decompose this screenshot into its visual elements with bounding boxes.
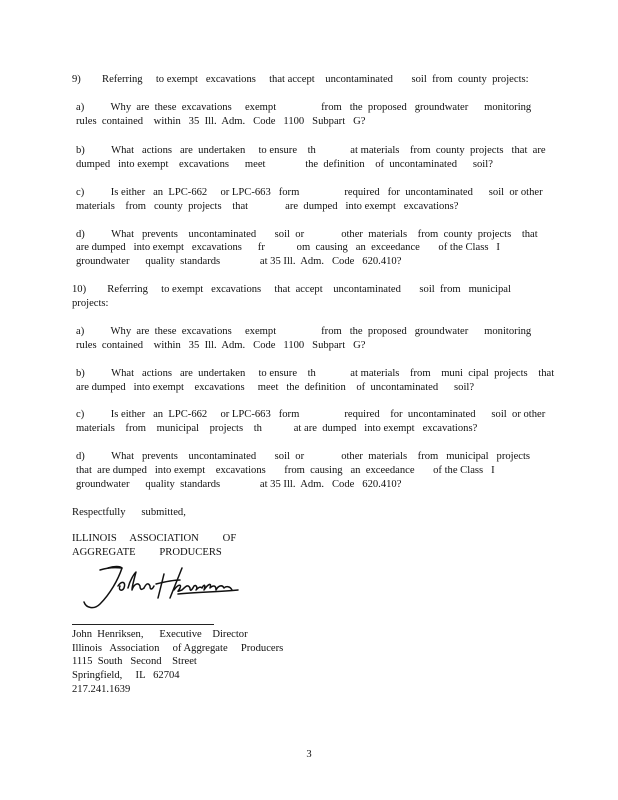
org-name-line-1: ILLINOIS ASSOCIATION OF [72, 533, 237, 544]
signature-line [72, 624, 214, 625]
address-street: 1115 South Second Street [72, 656, 197, 667]
q9d-line-1: d) What prevents uncontaminated soil or other materials from county projects that [76, 229, 538, 240]
q10d-line-2: that are dumped into exempt excavations from causing an exceedance of the Class I [76, 465, 495, 476]
signer-name-title: John Henriksen, Executive Director [72, 629, 248, 640]
q10b-line-1: b) What actions are undertaken to ensure th at materials from muni cipal projects that [76, 368, 555, 379]
q9a-line-1: a) Why are these excavations exempt from the proposed groundwater monitoring [76, 102, 532, 113]
q9c-line-2: materials from county projects that are dumped into exempt excavations? [76, 201, 459, 212]
signature-icon [78, 558, 248, 616]
page-number: 3 [306, 749, 312, 760]
q10a-line-2: rules contained within 35 Ill. Adm. Code 1100 Subpart G? [76, 340, 366, 351]
signer-organization: Illinois Association of Aggregate Producers [72, 643, 284, 654]
q10c-line-2: materials from municipal projects th at are dumped into exempt excavations? [76, 423, 478, 434]
q10a-line-1: a) Why are these excavations exempt from the proposed groundwater monitoring [76, 326, 532, 337]
q9b-line-2: dumped into exempt excavations meet the definition of uncontaminated soil? [76, 159, 493, 170]
phone-number: 217.241.1639 [72, 684, 131, 695]
salutation: Respectfully submitted, [72, 507, 186, 518]
q9c-line-1: c) Is either an LPC-662 or LPC-663 form required for uncontaminated soil or other [76, 187, 543, 198]
q9-intro: 9) Referring to exempt excavations that accept uncontaminated soil from county projects: [72, 74, 529, 85]
q9d-line-2: are dumped into exempt excavations fr om causing an exceedance of the Class I [76, 242, 500, 253]
address-city: Springfield, IL 62704 [72, 670, 180, 681]
q10d-line-3: groundwater quality standards at 35 Ill. Adm. Code 620.410? [76, 479, 402, 490]
q10b-line-2: are dumped into exempt excavations meet the definition of uncontaminated soil? [76, 382, 475, 393]
signature [78, 558, 248, 616]
q10d-line-1: d) What prevents uncontaminated soil or other materials from municipal projects [76, 451, 531, 462]
org-name-line-2: AGGREGATE PRODUCERS [72, 547, 222, 558]
q10c-line-1: c) Is either an LPC-662 or LPC-663 form required for uncontaminated soil or other [76, 409, 546, 420]
q9b-line-1: b) What actions are undertaken to ensure th at materials from county projects that are [76, 145, 546, 156]
q10-intro-line-2: projects: [72, 298, 109, 309]
q9d-line-3: groundwater quality standards at 35 Ill. Adm. Code 620.410? [76, 256, 402, 267]
q9a-line-2: rules contained within 35 Ill. Adm. Code 1100 Subpart G? [76, 116, 366, 127]
q10-intro-line-1: 10) Referring to exempt excavations that accept uncontaminated soil from municipal [72, 284, 511, 295]
